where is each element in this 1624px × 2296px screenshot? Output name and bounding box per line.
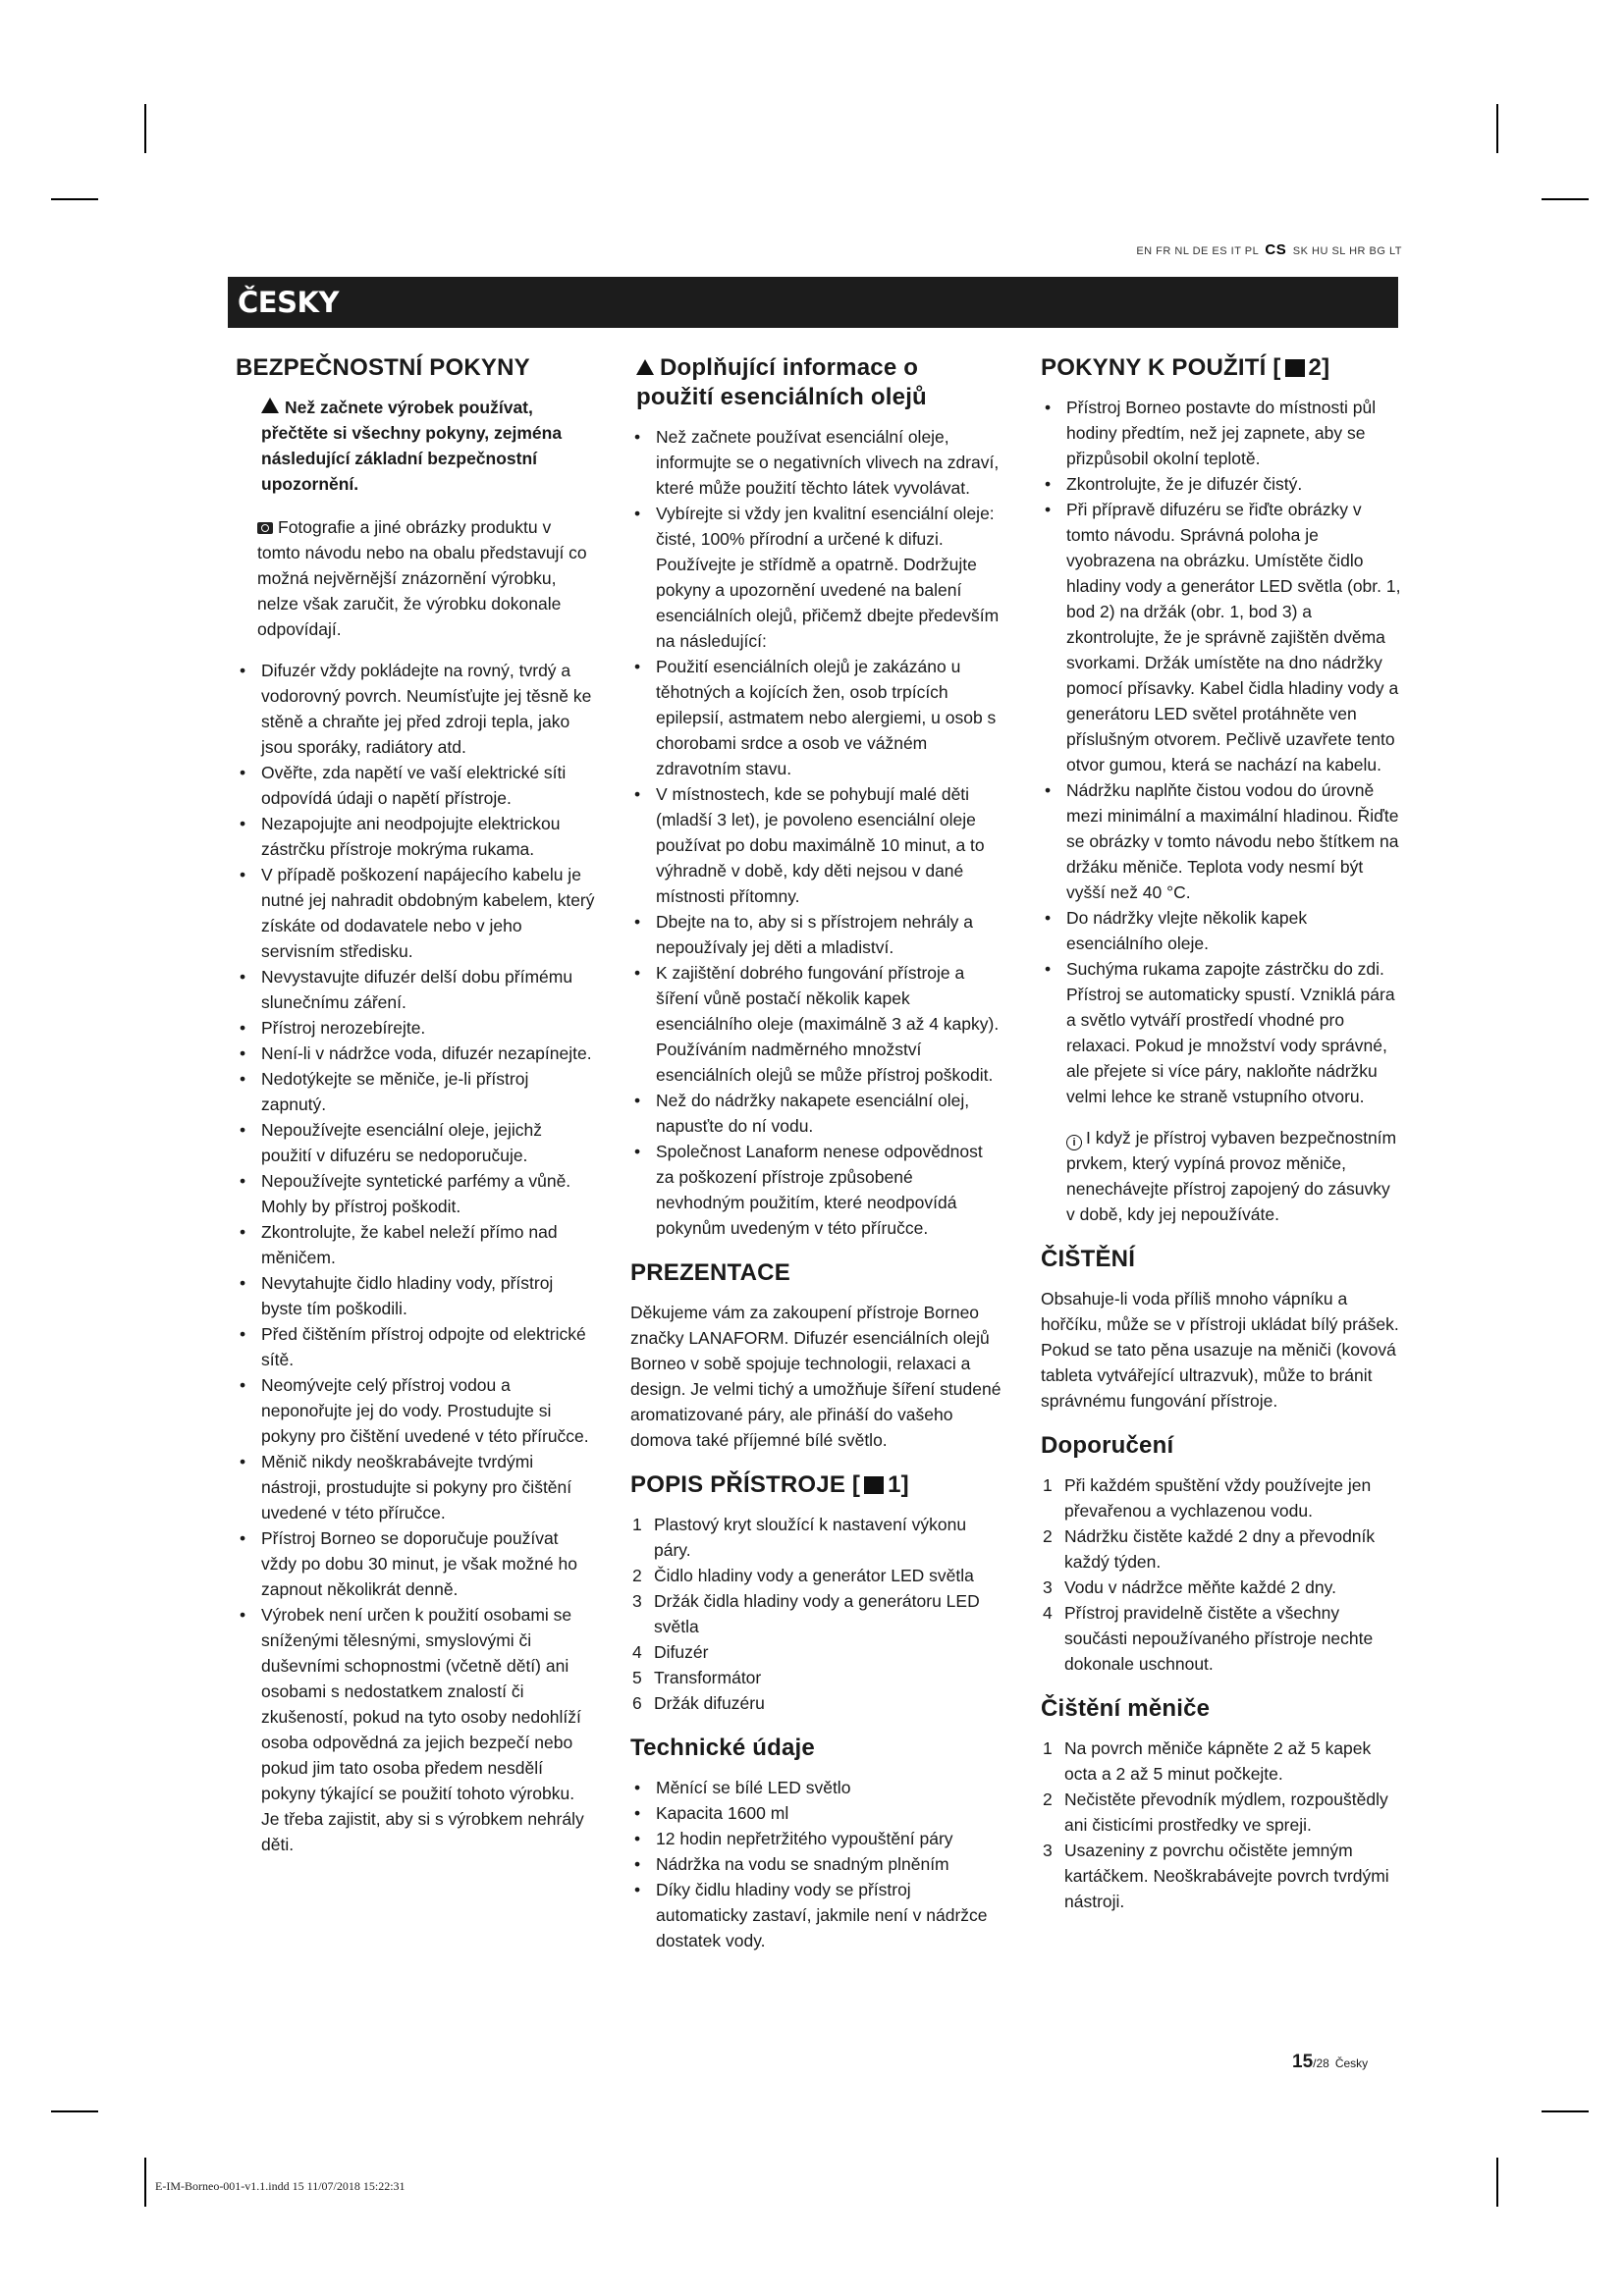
info-note [1066,1125,1402,1227]
crop-mark [51,198,98,200]
usage-figure: 2] [1308,354,1330,381]
info-note-text: I když je přístroj vybaven bezpečnostním prvkem, který vypíná provoz měniče, nenechávejte přístroj zapojený do zásuvky v době, kdy jej nepoužíváte. [1066,1128,1397,1224]
page-language: Česky [1334,2056,1369,2070]
tech-list [630,1775,1001,1953]
cleaning-heading: ČIŠTĚNÍ [1041,1246,1136,1272]
list-item [1041,1600,1402,1677]
list-item [1041,1575,1402,1600]
list-item: • Kapacita 1600 ml [630,1800,1001,1826]
list-item [1041,1523,1402,1575]
column-safety [236,353,597,1857]
oils-heading [636,353,1001,412]
language-bar [1136,241,1402,258]
list-item: • Ověřte, zda napětí ve vaší elektrické síti odpovídá údaji o napětí přístroje. [236,760,597,811]
item-number: 1 [1043,1738,1053,1758]
usage-heading-text: POKYNY K POUŽITÍ [ [1041,354,1281,381]
item-number: 1 [632,1515,642,1534]
list-item: • Nevystavujte difuzér delší dobu přímému slunečnímu záření. [236,964,597,1015]
item-number: 1 [1043,1475,1053,1495]
presentation-text: Děkujeme vám za zakoupení přístroje Borneo značky LANAFORM. Difuzér esenciálních olejů Borneo v sobě spojuje technologii, relaxaci a design. Je velmi tichý a umožňuje šíření studené aromatizované páry, ale přináší do vašeho domova také příjemné bílé světlo. [630,1303,1001,1450]
item-text: Držák difuzéru [654,1693,765,1713]
list-item: • Než do nádržky nakapete esenciální olej, napusťte do ní vodu. [630,1088,1001,1139]
item-number: 6 [632,1693,642,1713]
description-figure: 1] [888,1471,909,1498]
item-text: Nečistěte převodník mýdlem, rozpouštědly ani čisticími prostředky ve spreji. [1064,1789,1388,1835]
list-item [630,1563,1001,1588]
crop-mark [144,104,146,153]
list-item [1041,1838,1402,1914]
item-text: Usazeniny z povrchu očistěte jemným kartáčkem. Neoškrabávejte povrch tvrdými nástroji. [1064,1841,1389,1911]
photo-note [257,514,597,642]
list-item: • Nezapojujte ani neodpojujte elektrickou zástrčku přístroje mokrýma rukama. [236,811,597,862]
list-item: • Použití esenciálních olejů je zakázáno u těhotných a kojících žen, osob trpících epilepsií, astmatem nebo alergiemi, u osob s chorobami srdce a osob ve vážném zdravotním stavu. [630,654,1001,781]
transducer-heading: Čištění měniče [1041,1695,1211,1722]
list-item [1041,1735,1402,1787]
list-item: • Výrobek není určen k použití osobami se sníženými tělesnými, smyslovými či duševními schopnostmi (včetně dětí) ani osobami s nedostatkem znalostí či zkušeností, pokud na tyto osoby nedohlíží osoba odpovědná za jejich bezpečí nebo pokud jim tato osoba předem nesdělí pokyny týkající se použití tohoto výrobku. Je třeba zajistit, aby si s výrobkem nehrály děti. [236,1602,597,1857]
crop-mark [1542,198,1589,200]
item-text: Plastový kryt sloužící k nastavení výkonu páry. [654,1515,967,1560]
crop-mark [1496,104,1498,153]
transducer-list [1041,1735,1402,1914]
item-number: 3 [632,1591,642,1611]
list-item: • Neomývejte celý přístroj vodou a neponořujte jej do vody. Prostudujte si pokyny pro čištění uvedené v této příručce. [236,1372,597,1449]
list-item [630,1512,1001,1563]
list-item: • Než začnete používat esenciální oleje, informujte se o negativních vlivech na zdraví, které může použití těchto látek vyvolávat. [630,424,1001,501]
list-item: • Společnost Lanaform nenese odpovědnost za poškození přístroje způsobené nevhodným použitím, které neodpovídá pokynům uvedeným v této příručce. [630,1139,1001,1241]
recommend-list [1041,1472,1402,1677]
list-item: • Nepoužívejte syntetické parfémy a vůně. Mohly by přístroj poškodit. [236,1168,597,1219]
presentation-heading: PREZENTACE [630,1259,790,1286]
list-item: • Měnič nikdy neoškrabávejte tvrdými nástroji, prostudujte si pokyny pro čištění uvedené v této příručce. [236,1449,597,1525]
list-item: • Přístroj Borneo se doporučuje používat vždy po dobu 30 minut, je však možné ho zapnout několikrát denně. [236,1525,597,1602]
list-item [1041,1472,1402,1523]
safety-warning [261,395,597,497]
crop-mark [1496,2158,1498,2207]
item-number: 2 [632,1566,642,1585]
crop-mark [1542,2110,1589,2112]
list-item: • Dbejte na to, aby si s přístrojem nehrály a nepoužívaly jej děti a mladiství. [630,909,1001,960]
list-item: • Nevytahujte čidlo hladiny vody, přístroj byste tím poškodili. [236,1270,597,1321]
safety-heading: BEZPEČNOSTNÍ POKYNY [236,354,530,381]
item-number: 3 [1043,1577,1053,1597]
list-item: • Zkontrolujte, že je difuzér čistý. [1041,471,1402,497]
print-file-info: E-IM-Borneo-001-v1.1.indd 15 11/07/2018 15:22:31 [155,2179,406,2193]
list-item: • 12 hodin nepřetržitého vypouštění páry [630,1826,1001,1851]
list-item: • Při přípravě difuzéru se řiďte obrázky v tomto návodu. Správná poloha je vyobrazena na obrázku. Umístěte čidlo hladiny vody a generátor LED světla (obr. 1, bod 2) na držák (obr. 1, bod 3) a zkontrolujte, že je správně zajištěn dvěma svorkami. Držák umístěte na dno nádržky pomocí přísavky. Kabel čidla hladiny vody a generátoru LED světel protáhněte ven příslušným otvorem. Pečlivě uzavřete tento otvor gumou, která se nachází na kabelu. [1041,497,1402,777]
list-item: • Do nádržky vlejte několik kapek esenciálního oleje. [1041,905,1402,956]
list-item: • Před čištěním přístroj odpojte od elektrické sítě. [236,1321,597,1372]
item-text: Vodu v nádržce měňte každé 2 dny. [1064,1577,1336,1597]
recommend-heading: Doporučení [1041,1432,1174,1459]
camera-icon [257,522,273,534]
item-text: Nádržku čistěte každé 2 dny a převodník každý týden. [1064,1526,1376,1572]
item-text: Čidlo hladiny vody a generátor LED světla [654,1566,974,1585]
list-item: • V místnostech, kde se pohybují malé děti (mladší 3 let), je povoleno esenciální oleje používat po dobu maximálně 10 minut, a to výhradně v době, kdy děti nejsou v dané místnosti přítomny. [630,781,1001,909]
item-text: Difuzér [654,1642,709,1662]
safety-list [236,658,597,1857]
item-number: 2 [1043,1789,1053,1809]
description-heading [630,1470,1001,1500]
warning-icon [636,359,654,375]
list-item: • Díky čidlu hladiny vody se přístroj automaticky zastaví, jakmile není v nádržce dostatek vody. [630,1877,1001,1953]
crop-mark [144,2158,146,2207]
item-text: Při každém spuštění vždy používejte jen převařenou a vychlazenou vodu. [1064,1475,1372,1521]
list-item: • Zkontrolujte, že kabel neleží přímo nad měničem. [236,1219,597,1270]
page-number [1292,2052,1368,2073]
image-icon [1285,359,1305,377]
language-list-before: EN FR NL DE ES IT PL [1136,245,1259,257]
crop-mark [51,2110,98,2112]
warning-icon [261,398,279,413]
section-banner [228,277,1398,328]
list-item: • Nedotýkejte se měniče, je-li přístroj zapnutý. [236,1066,597,1117]
usage-list [1041,395,1402,1109]
list-item: • Přístroj nerozebírejte. [236,1015,597,1041]
list-item: • Není-li v nádržce voda, difuzér nezapínejte. [236,1041,597,1066]
list-item: • Suchýma rukama zapojte zástrčku do zdi. Přístroj se automaticky spustí. Vzniklá pára a světlo vytváří prostředí vhodné pro relaxaci. Pokud je množství vody správné, ale přejete si více páry, nakloňte nádržku velmi lehce ke straně vstupního otvoru. [1041,956,1402,1109]
tech-heading: Technické údaje [630,1735,815,1761]
list-item [630,1665,1001,1690]
description-heading-text: POPIS PŘÍSTROJE [ [630,1471,861,1498]
item-text: Přístroj pravidelně čistěte a všechny součásti nepoužívaného přístroje nechte dokonale uschnout. [1064,1603,1374,1674]
page-number-total: /28 [1313,2056,1329,2070]
page-number-current: 15 [1292,2052,1314,2072]
banner-title: ČESKY [238,286,339,319]
oils-heading-text: Doplňující informace o použití esenciálních olejů [636,354,927,410]
list-item [1041,1787,1402,1838]
safety-warning-text: Než začnete výrobek používat, přečtěte si všechny pokyny, zejména následující základní bezpečnostní upozornění. [261,398,563,494]
photo-note-text: Fotografie a jiné obrázky produktu v tomto návodu nebo na obalu představují co možná nejvěrnější znázornění výrobku, nelze však zaručit, že výrobku dokonale odpovídají. [257,517,587,639]
item-text: Transformátor [654,1668,762,1687]
list-item: • Nepoužívejte esenciální oleje, jejichž použití v difuzéru se nedoporučuje. [236,1117,597,1168]
list-item: • Přístroj Borneo postavte do místnosti půl hodiny předtím, než jej zapnete, aby se přizpůsobil okolní teplotě. [1041,395,1402,471]
item-number: 4 [1043,1603,1053,1623]
list-item [630,1639,1001,1665]
info-icon: i [1066,1135,1082,1150]
item-text: Na povrch měniče kápněte 2 až 5 kapek octa a 2 až 5 minut počkejte. [1064,1738,1372,1784]
list-item: • Nádržka na vodu se snadným plněním [630,1851,1001,1877]
image-icon [864,1476,884,1494]
list-item: • Difuzér vždy pokládejte na rovný, tvrdý a vodorovný povrch. Neumísťujte jej těsně ke stěně a chraňte jej před zdroji tepla, jako jsou sporáky, radiátory atd. [236,658,597,760]
item-number: 3 [1043,1841,1053,1860]
cleaning-text: Obsahuje-li voda příliš mnoho vápníku a hořčíku, může se v přístroji ukládat bílý prášek. Pokud se tato pěna usazuje na měniči (kovová tableta vytvářející ultrazvuk), může to bránit správnému fungování přístroje. [1041,1289,1399,1411]
usage-heading [1041,353,1402,383]
item-text: Držák čidla hladiny vody a generátoru LED světla [654,1591,980,1636]
list-item: • K zajištění dobrého fungování přístroje a šíření vůně postačí několik kapek esenciálního oleje (maximálně 3 až 4 kapky). Používáním nadměrného množství esenciálních olejů se může přístroj poškodit. [630,960,1001,1088]
current-language: CS [1265,241,1287,258]
item-number: 5 [632,1668,642,1687]
list-item [630,1588,1001,1639]
oils-list [630,424,1001,1241]
column-usage [1041,353,1402,1914]
list-item [630,1690,1001,1716]
column-info [630,353,1001,1953]
item-number: 4 [632,1642,642,1662]
description-list [630,1512,1001,1716]
item-number: 2 [1043,1526,1053,1546]
list-item: • Měnící se bílé LED světlo [630,1775,1001,1800]
language-list-after: SK HU SL HR BG LT [1292,245,1402,257]
list-item: • Nádržku naplňte čistou vodou do úrovně mezi minimální a maximální hladinou. Řiďte se obrázky v tomto návodu nebo štítkem na držáku měniče. Teplota vody nesmí být vyšší než 40 °C. [1041,777,1402,905]
list-item: • V případě poškození napájecího kabelu je nutné jej nahradit obdobným kabelem, který získáte od dodavatele nebo v jeho servisním středisku. [236,862,597,964]
list-item: • Vybírejte si vždy jen kvalitní esenciální oleje: čisté, 100% přírodní a určené k difuzi. Používejte je střídmě a opatrně. Dodržujte pokyny a upozornění uvedené na balení esenciálních olejů, přičemž dbejte především na následující: [630,501,1001,654]
